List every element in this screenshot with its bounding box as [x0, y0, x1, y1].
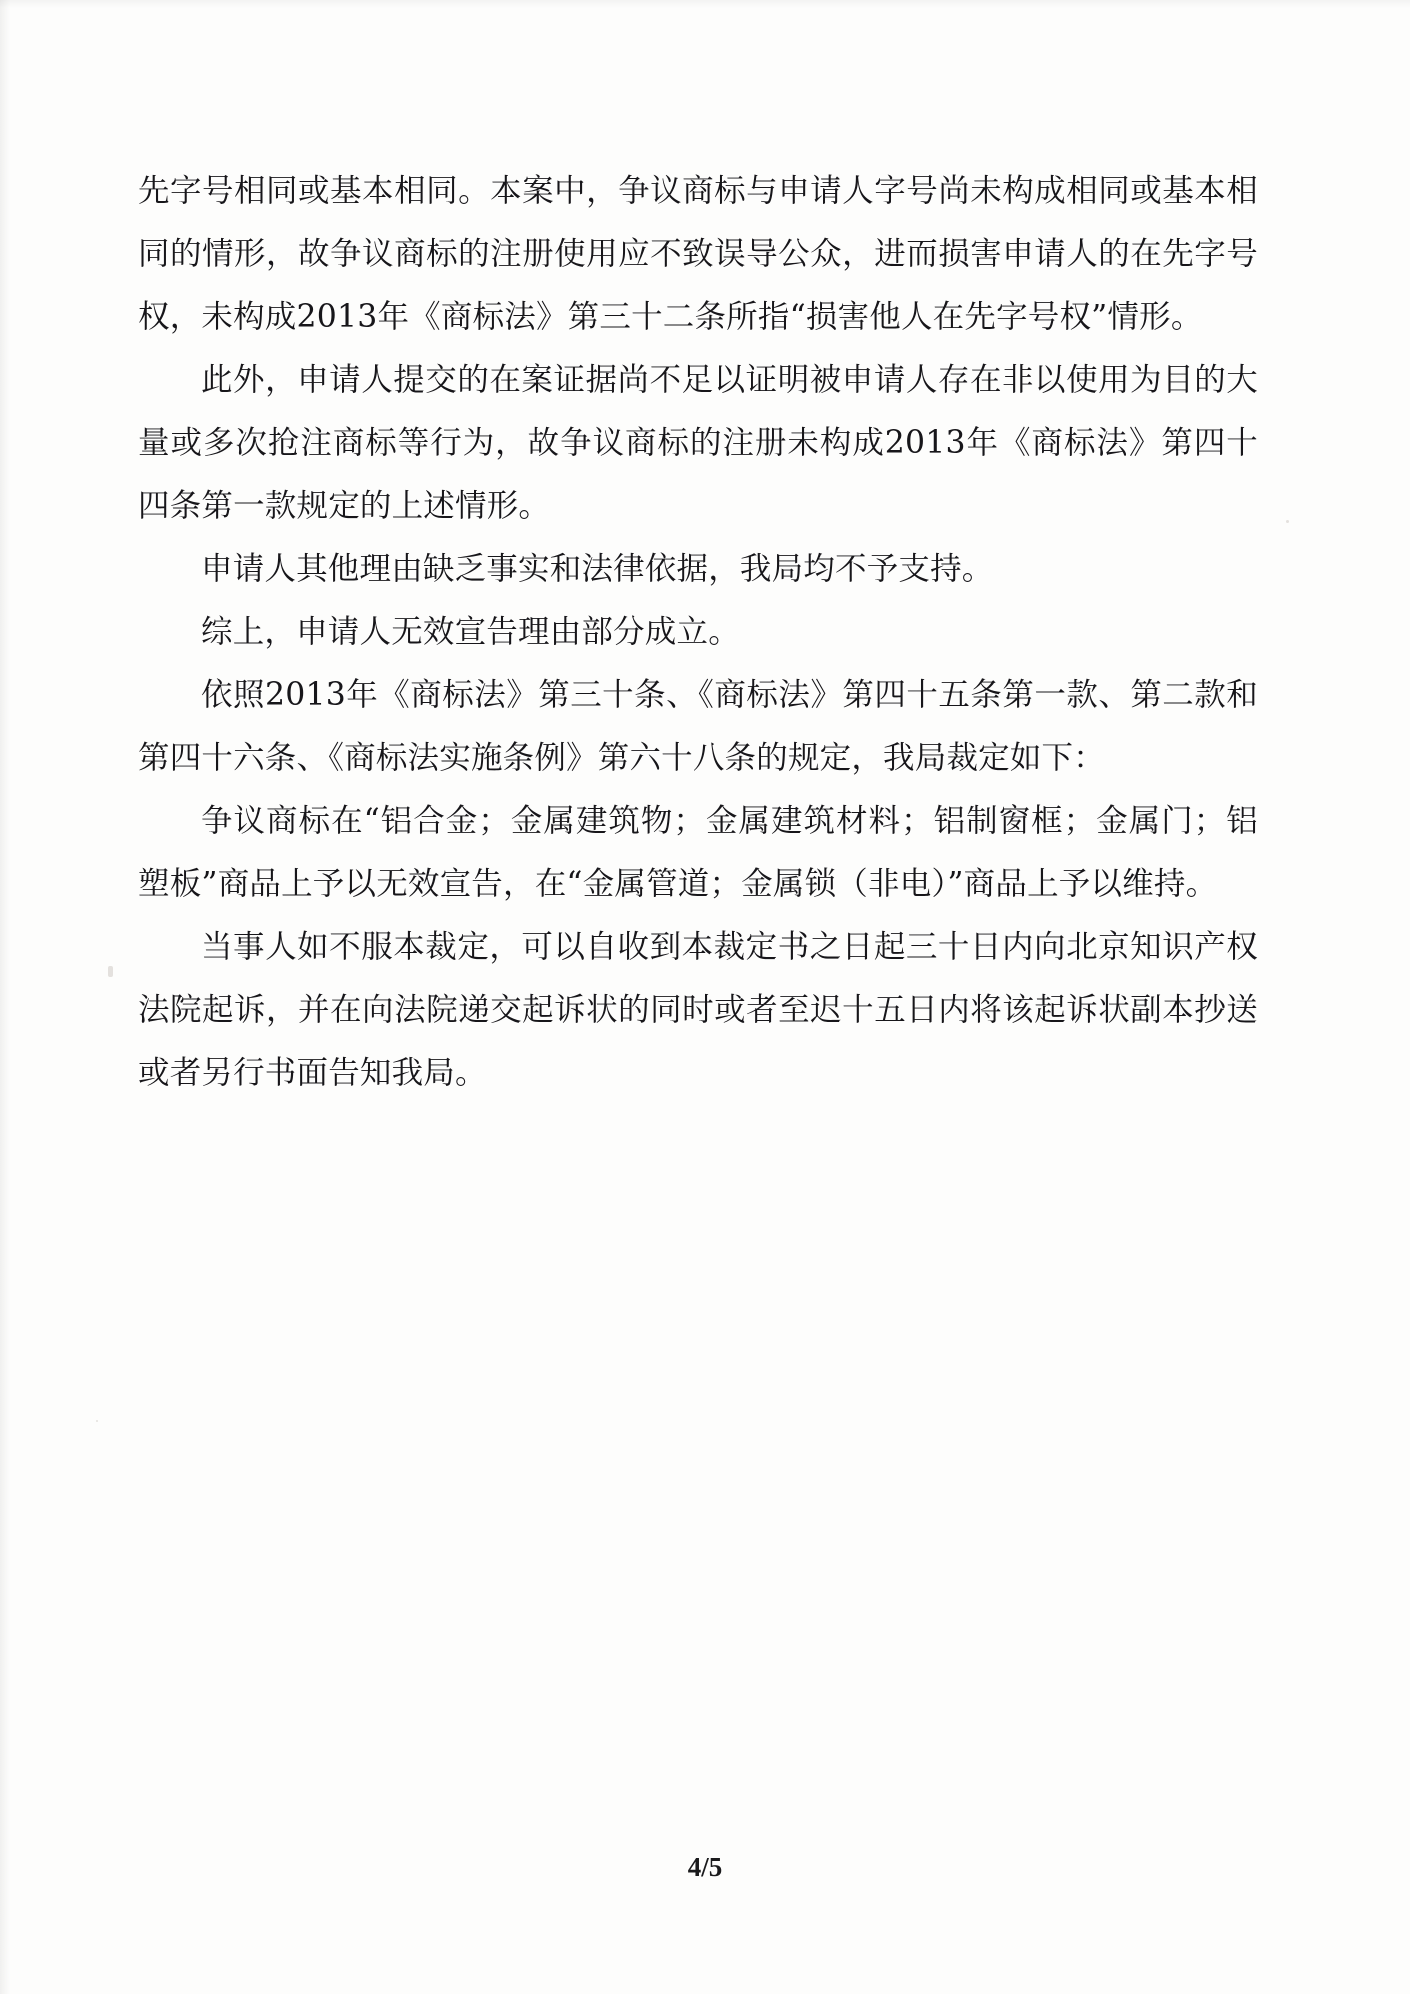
paragraph-appeal-notice: 当事人如不服本裁定，可以自收到本裁定书之日起三十日内向北京知识产权法院起诉，并在向法院递交起诉状的同时或者至迟十五日内将该起诉状副本抄送或者另行书面告知我局。 — [138, 929, 1258, 1091]
scan-artifact-speck — [1286, 520, 1289, 523]
paragraph-continuation: 先字号相同或基本相同。本案中，争议商标与申请人字号尚未构成相同或基本相同的情形，故争议商标的注册使用应不致误导公众，进而损害申请人的在先字号权，未构成2013年《商标法》第三十二条所指“损害他人在先字号权”情形。 — [138, 173, 1258, 335]
page-edge-shading-left — [0, 0, 10, 1994]
paragraph-additional-evidence: 此外，申请人提交的在案证据尚不足以证明被申请人存在非以使用为目的大量或多次抢注商标等行为，故争议商标的注册未构成2013年《商标法》第四十四条第一款规定的上述情形。 — [138, 362, 1258, 524]
page-number: 4/5 — [687, 1852, 723, 1882]
paragraph-ruling: 争议商标在“铝合金；金属建筑物；金属建筑材料；铝制窗框；金属门；铝塑板”商品上予以无效宣告，在“金属管道；金属锁（非电）”商品上予以维持。 — [138, 803, 1258, 902]
document-text-body — [138, 160, 1258, 1105]
paragraph-legal-basis: 依照2013年《商标法》第三十条、《商标法》第四十五条第一款、第二款和第四十六条、《商标法实施条例》第六十八条的规定，我局裁定如下： — [138, 677, 1258, 776]
page-edge-shading-top — [0, 0, 1410, 8]
scan-artifact-speck — [108, 966, 113, 977]
scan-artifact-speck — [96, 1420, 98, 1422]
paragraph-other-reasons: 申请人其他理由缺乏事实和法律依据，我局均不予支持。 — [201, 551, 994, 587]
paragraph-summary: 综上，申请人无效宣告理由部分成立。 — [201, 614, 740, 650]
